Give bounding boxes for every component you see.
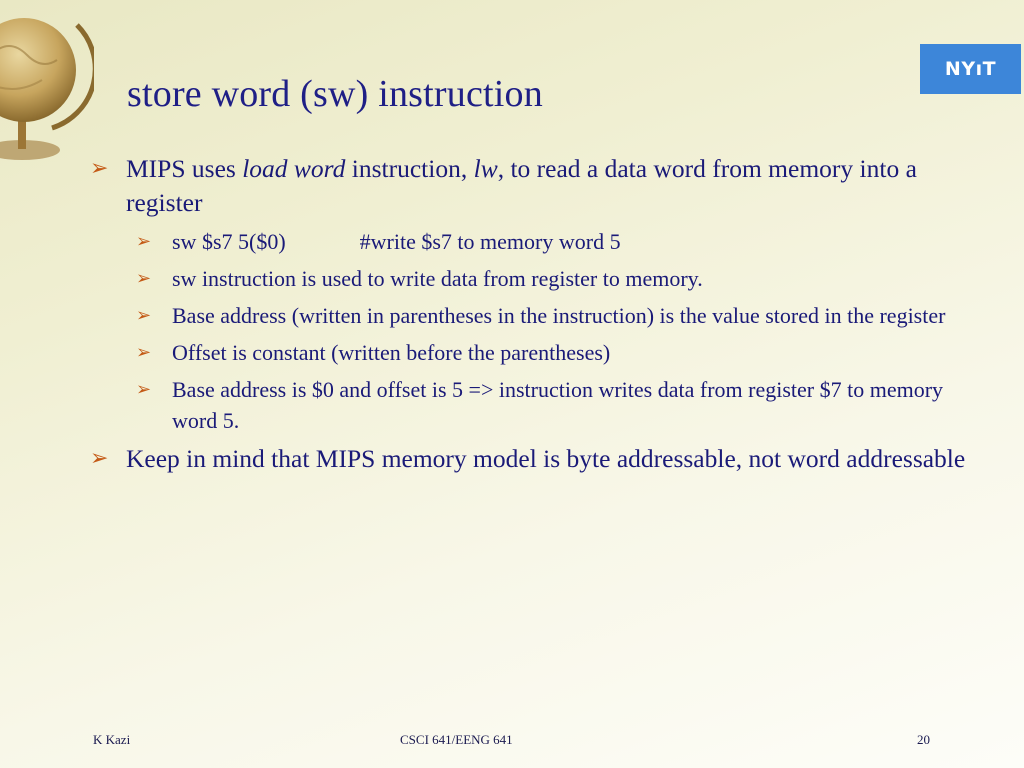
sub-bullet-sw-purpose: ➢ sw instruction is used to write data from register to memory. (90, 263, 980, 294)
bullet-byte-addressable: ➢ Keep in mind that MIPS memory model is byte addressable, not word addressable (90, 442, 980, 476)
sub-bullet-offset: ➢ Offset is constant (written before the parentheses) (90, 337, 980, 368)
bullet-arrow-icon: ➢ (90, 446, 109, 471)
bullet-arrow-icon: ➢ (136, 231, 152, 252)
nyit-logo (920, 44, 1021, 94)
slide-title: store word (sw) instruction (127, 73, 543, 115)
globe-icon (0, 0, 94, 170)
footer-page-number: 20 (917, 732, 930, 747)
sub-bullet-example-explained: ➢ Base address is $0 and offset is 5 => instruction writes data from register $7 to memory word 5. (90, 374, 980, 436)
footer-course: CSCI 641/EENG 641 (400, 732, 513, 747)
bullet-arrow-icon: ➢ (136, 268, 152, 289)
sub-bullet-base-address: ➢ Base address (written in parentheses in the instruction) is the value stored in the register (90, 300, 980, 331)
footer-author: K Kazi (93, 732, 131, 747)
slide-content (90, 152, 980, 482)
bullet-mips-uses-lw: ➢ MIPS uses load word instruction, lw, to read a data word from memory into a register (90, 154, 917, 217)
logo-text: NYıT (944, 58, 997, 80)
bullet-arrow-icon: ➢ (90, 156, 109, 181)
sub-bullet-sw-example: ➢ sw $s7 5($0) #write $s7 to memory word 5 (90, 226, 980, 257)
bullet-arrow-icon: ➢ (136, 342, 152, 363)
bullet-arrow-icon: ➢ (136, 379, 152, 400)
bullet-arrow-icon: ➢ (136, 305, 152, 326)
